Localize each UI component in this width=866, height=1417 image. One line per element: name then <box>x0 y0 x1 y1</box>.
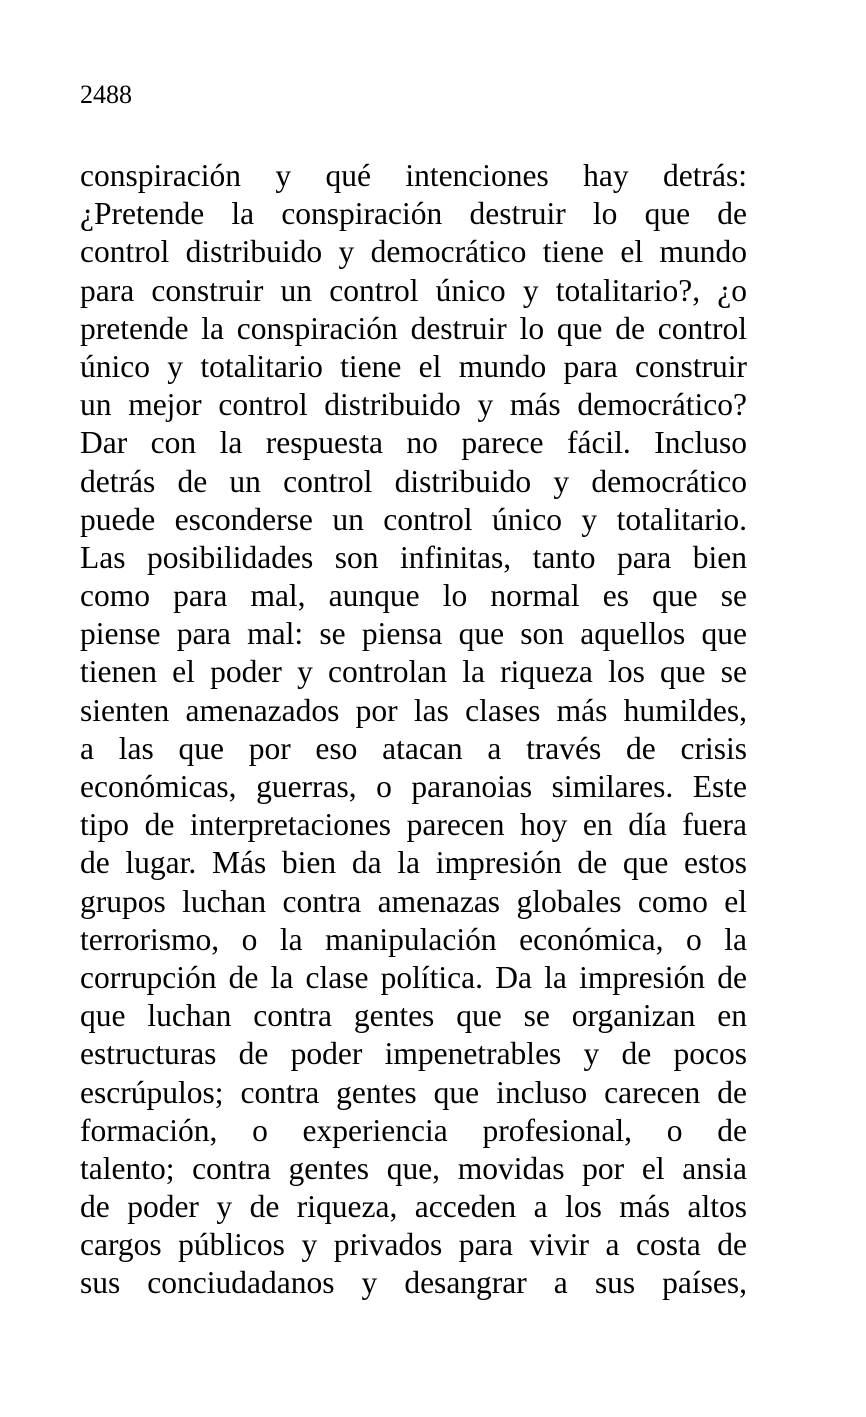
text-line: pretende la conspiración destruir lo que de control <box>80 310 747 346</box>
text-line: a las que por eso atacan a través de crisis <box>80 730 747 766</box>
text-line: tipo de interpretaciones parecen hoy en día fuera <box>80 807 747 843</box>
text-line: un mejor control distribuido y más democrático? <box>80 387 747 423</box>
text-line: grupos luchan contra amenazas globales como el <box>80 883 747 919</box>
text-line: Dar con la respuesta no parece fácil. Incluso <box>80 425 747 461</box>
text-line: conspiración y qué intenciones hay detrás: <box>80 158 747 193</box>
text-line: estructuras de poder impenetrables y de pocos <box>80 1036 747 1072</box>
text-line: cargos públicos y privados para vivir a costa de <box>80 1227 747 1263</box>
text-line: económicas, guerras, o paranoias similares. Este <box>80 769 747 804</box>
text-line: piense para mal: se piensa que son aquellos que <box>80 616 747 652</box>
text-line: ¿Pretende la conspiración destruir lo que de <box>80 196 747 232</box>
text-line: que luchan contra gentes que se organizan en <box>80 998 747 1034</box>
text-line: sus conciudadanos y desangrar a sus países, <box>80 1265 747 1301</box>
text-line: control distribuido y democrático tiene el mundo <box>80 234 747 270</box>
page-number: 2488 <box>80 80 132 109</box>
text-line: formación, o experiencia profesional, o de <box>80 1112 747 1148</box>
text-line: puede esconderse un control único y totalitario. <box>80 501 747 537</box>
text-line: detrás de un control distribuido y democrático <box>80 463 747 499</box>
text-line: Las posibilidades son infinitas, tanto para bien <box>80 539 747 575</box>
text-line: corrupción de la clase política. Da la impresión de <box>80 959 747 995</box>
text-line: único y totalitario tiene el mundo para construir <box>80 348 747 384</box>
text-line: tienen el poder y controlan la riqueza los que se <box>80 654 747 690</box>
text-line: terrorismo, o la manipulación económica, o la <box>80 921 747 957</box>
text-line: sienten amenazados por las clases más humildes, <box>80 692 747 728</box>
text-line: escrúpulos; contra gentes que incluso carecen de <box>80 1074 747 1110</box>
body-text <box>80 157 747 1303</box>
text-line: talento; contra gentes que, movidas por el ansia <box>80 1150 747 1186</box>
text-line: de poder y de riqueza, acceden a los más altos <box>80 1189 747 1225</box>
text-line: como para mal, aunque lo normal es que se <box>80 578 747 614</box>
text-line: para construir un control único y totalitario?, ¿o <box>80 272 747 308</box>
text-line: de lugar. Más bien da la impresión de que estos <box>80 845 747 881</box>
